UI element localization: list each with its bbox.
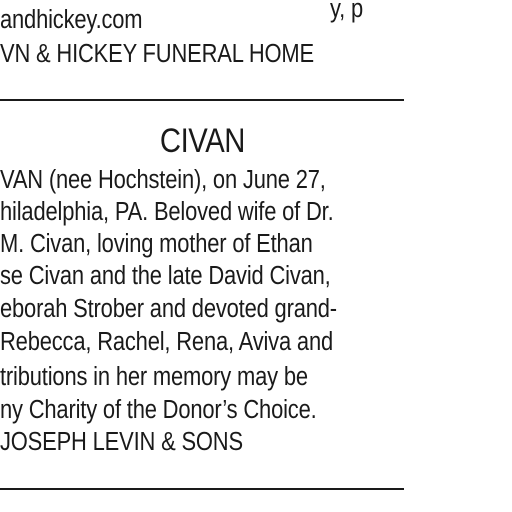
- notice-body-line: eborah Strober and devoted grand-: [0, 295, 337, 323]
- notice-body-line: M. Civan, loving mother of Ethan: [0, 230, 313, 258]
- prev-notice-funeral-home: VN & HICKEY FUNERAL HOME: [0, 40, 314, 68]
- notice-funeral-home-line: JOSEPH LEVIN & SONS: [0, 428, 243, 456]
- notice-body-line: VAN (nee Hochstein), on June 27,: [0, 166, 326, 194]
- separator-rule-bottom: [0, 488, 404, 490]
- prev-notice-line-2: [0, 39, 361, 69]
- notice-surname-heading: CIVAN: [159, 122, 245, 160]
- separator-rule-top: [0, 99, 404, 101]
- notice-body-line: ny Charity of the Donor’s Choice.: [0, 396, 317, 424]
- prev-notice-line-1: [0, 5, 361, 35]
- prev-notice-website: andhickey.com: [0, 6, 143, 34]
- notice-body-line: tributions in her memory may be: [0, 363, 308, 391]
- notice-body-line: Rebecca, Rachel, Rena, Aviva and: [0, 328, 334, 356]
- notice-body-line: se Civan and the late David Civan,: [0, 262, 331, 290]
- notice-body-line: hiladelphia, PA. Beloved wife of Dr.: [0, 198, 334, 226]
- prev-notice-overflow-fragment: y, p: [330, 0, 364, 23]
